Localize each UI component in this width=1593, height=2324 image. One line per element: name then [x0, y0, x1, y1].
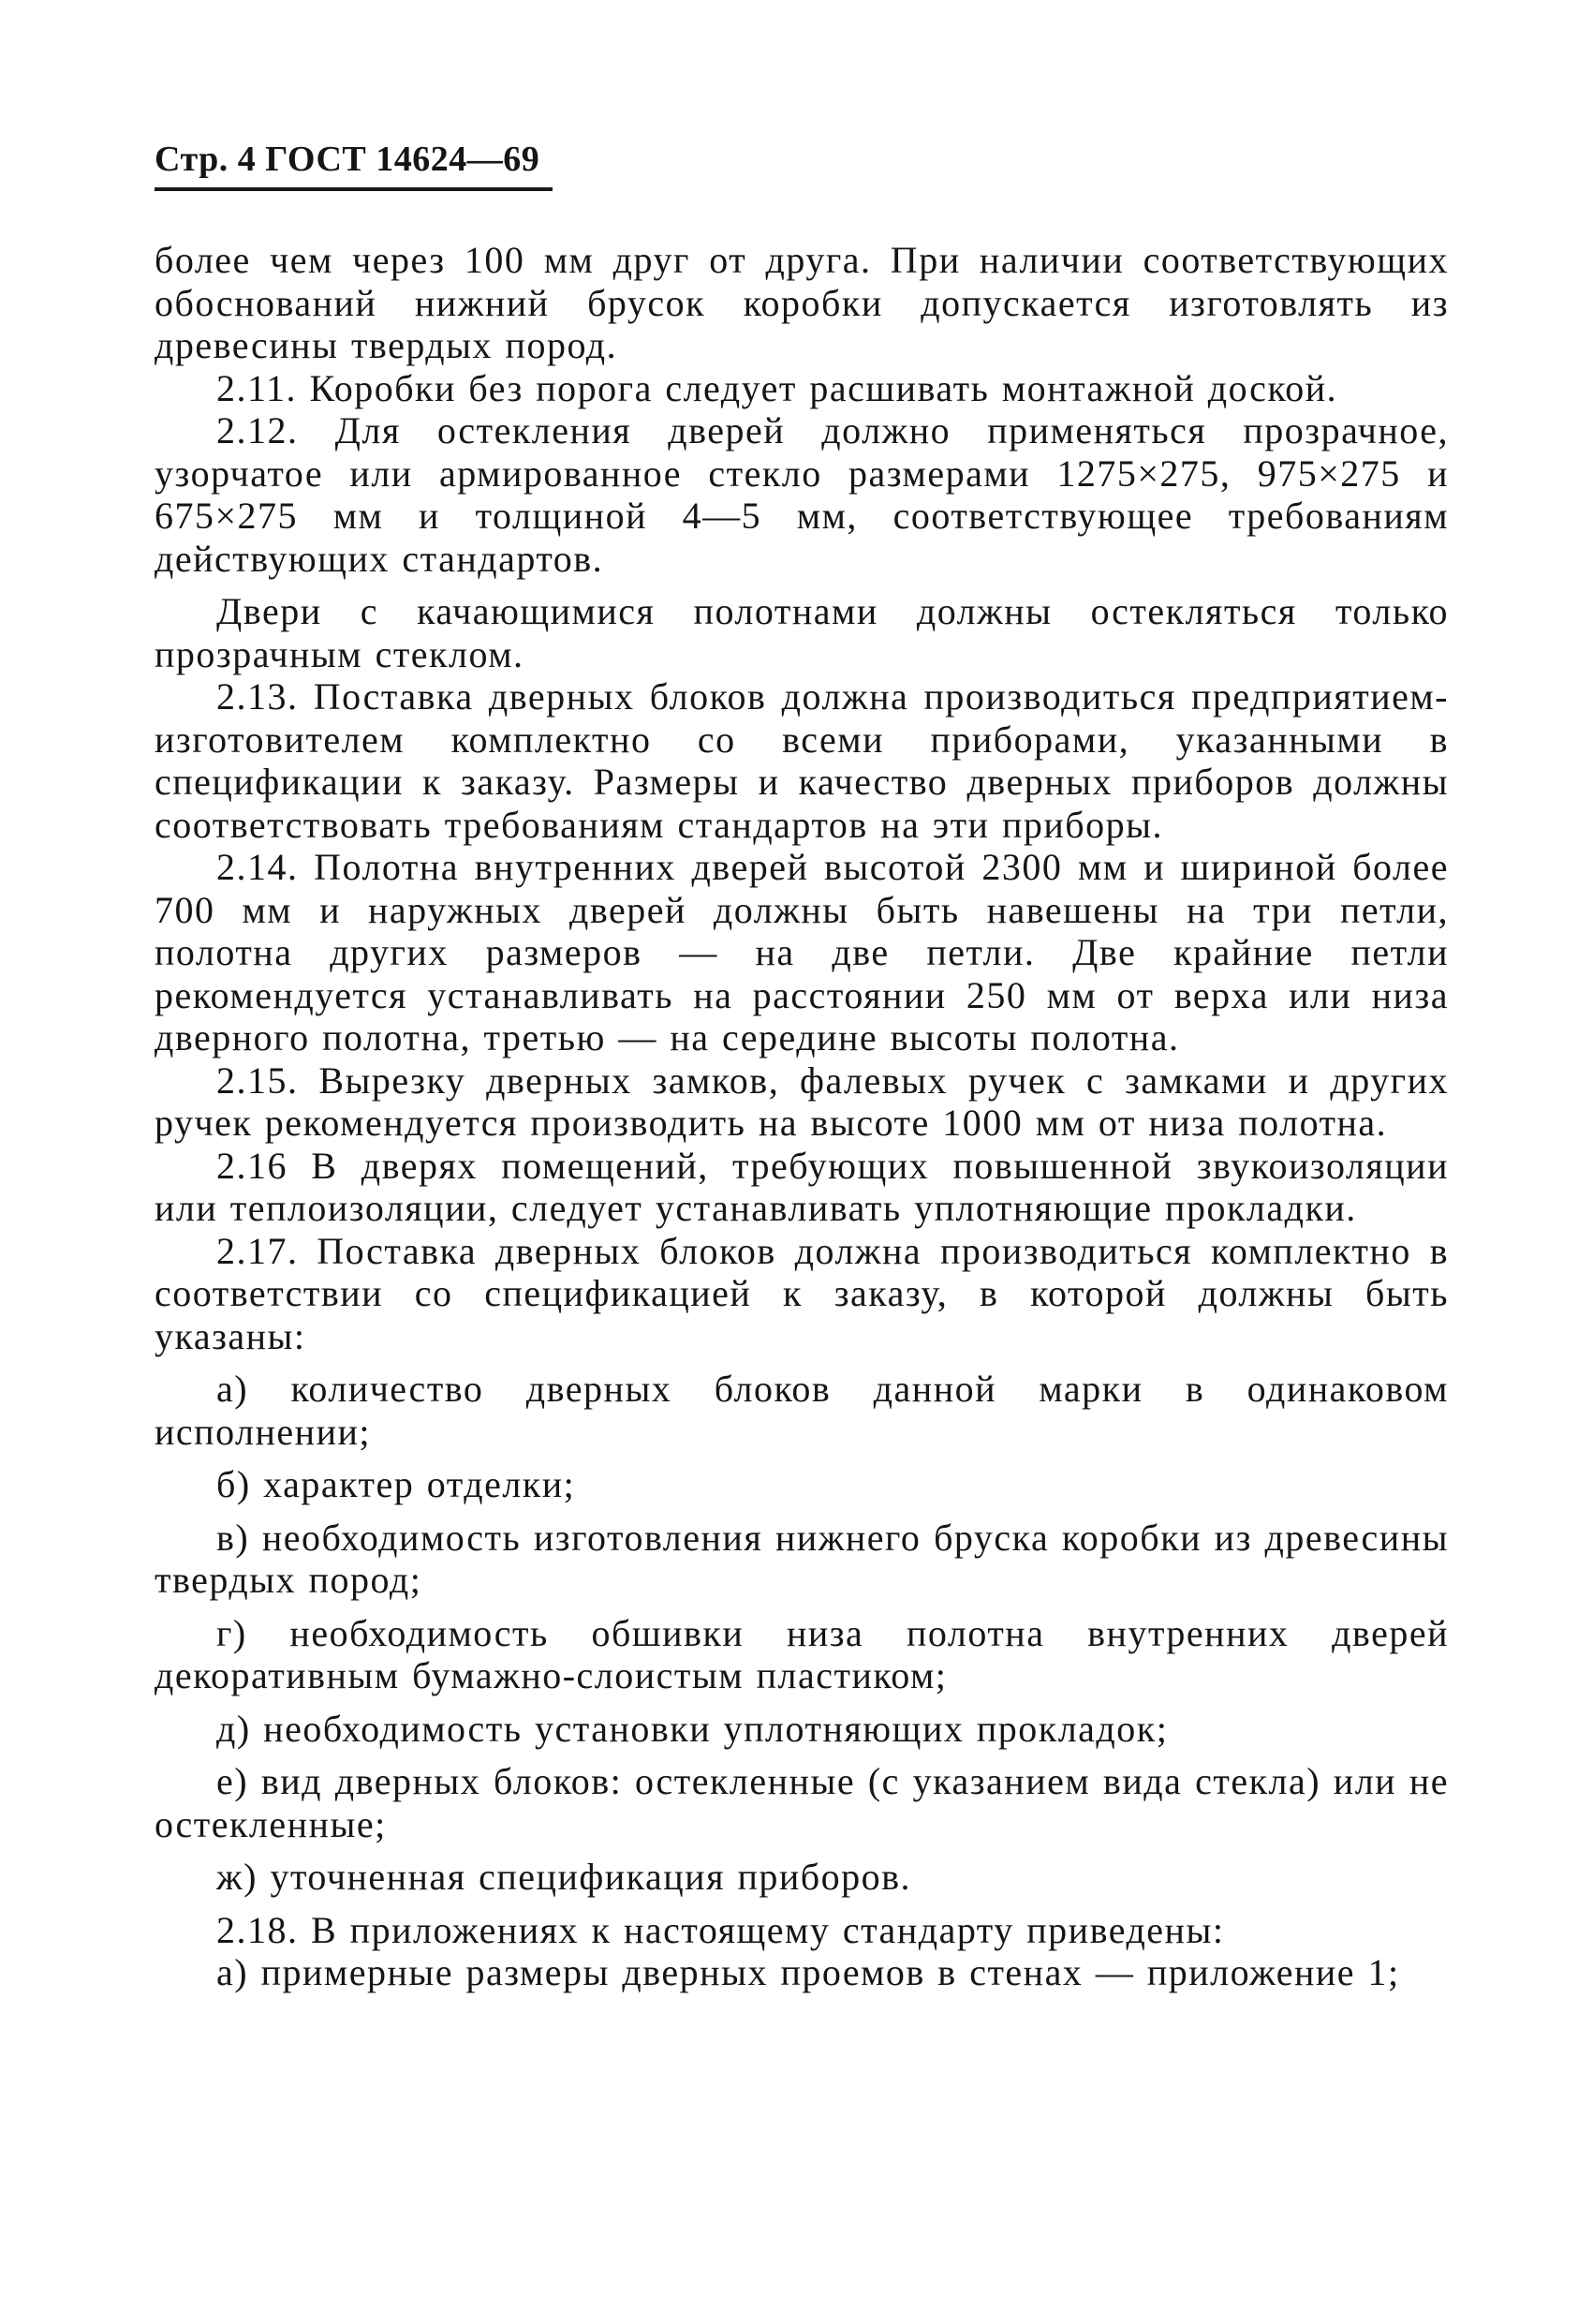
document-body [155, 239, 1449, 1994]
paragraph-continuation: более чем через 100 мм друг от друга. При наличии соответствующих обоснований нижний брусок коробки допускается изготовлять из древесины твердых пород. [155, 239, 1449, 366]
page-header [155, 139, 553, 191]
list-item-d: д) необходимость установки уплотняющих прокладок; [216, 1707, 1169, 1750]
paragraph-2-13: 2.13. Поставка дверных блоков должна производиться предприятием-изготовителем комплектно со всеми приборами, указанными в спецификации к заказу. Размеры и качество дверных приборов должны соответствовать требованиям стандартов на эти приборы. [155, 675, 1449, 846]
paragraph-2-11: 2.11. Коробки без порога следует расшивать монтажной доской. [216, 366, 1338, 409]
paragraph-swing-doors: Двери с качающимися полотнами должны остекляться только прозрачным стеклом. [155, 590, 1449, 675]
list-item-e: е) вид дверных блоков: остекленные (с указанием вида стекла) или не остекленные; [155, 1760, 1449, 1845]
paragraph-2-16: 2.16 В дверях помещений, требующих повышенной звукоизоляции или теплоизоляции, следует устанавливать уплотняющие прокладки. [155, 1144, 1449, 1229]
list-item-b: б) характер отделки; [216, 1463, 576, 1505]
paragraph-2-15: 2.15. Вырезку дверных замков, фалевых ручек с замками и других ручек рекомендуется производить на высоте 1000 мм от низа полотна. [155, 1058, 1449, 1144]
list-item-a: а) количество дверных блоков данной марки в одинаковом исполнении; [155, 1368, 1449, 1453]
page-header-label: Стр. 4 ГОСТ 14624—69 [155, 140, 540, 179]
paragraph-2-17: 2.17. Поставка дверных блоков должна производиться комплектно в соответствии со спецификацией к заказу, в которой должны быть указаны: [155, 1229, 1449, 1357]
paragraph-2-14: 2.14. Полотна внутренних дверей высотой 2300 мм и шириной более 700 мм и наружных дверей должны быть навешены на три петли, полотна других размеров — на две петли. Две крайние петли рекомендуется устанавливать на расстоянии 250 мм от верха или низа дверного полотна, третью — на середине высоты полотна. [155, 846, 1449, 1058]
list-item-v: в) необходимость изготовления нижнего бруска коробки из древесины твердых пород; [155, 1516, 1449, 1601]
paragraph-2-12: 2.12. Для остекления дверей должно применяться прозрачное, узорчатое или армированное стекло размерами 1275×275, 975×275 и 675×275 мм и толщиной 4—5 мм, соответствующее требованиям действующих стандартов. [155, 409, 1449, 580]
paragraph-2-18: 2.18. В приложениях к настоящему стандарту приведены: [216, 1908, 1225, 1951]
list-item-g: г) необходимость обшивки низа полотна внутренних дверей декоративным бумажно-слоистым пластиком; [155, 1611, 1449, 1696]
list-item-zh: ж) уточненная спецификация приборов. [216, 1856, 912, 1898]
appendix-item-a: а) примерные размеры дверных проемов в стенах — приложение 1; [216, 1951, 1400, 1993]
